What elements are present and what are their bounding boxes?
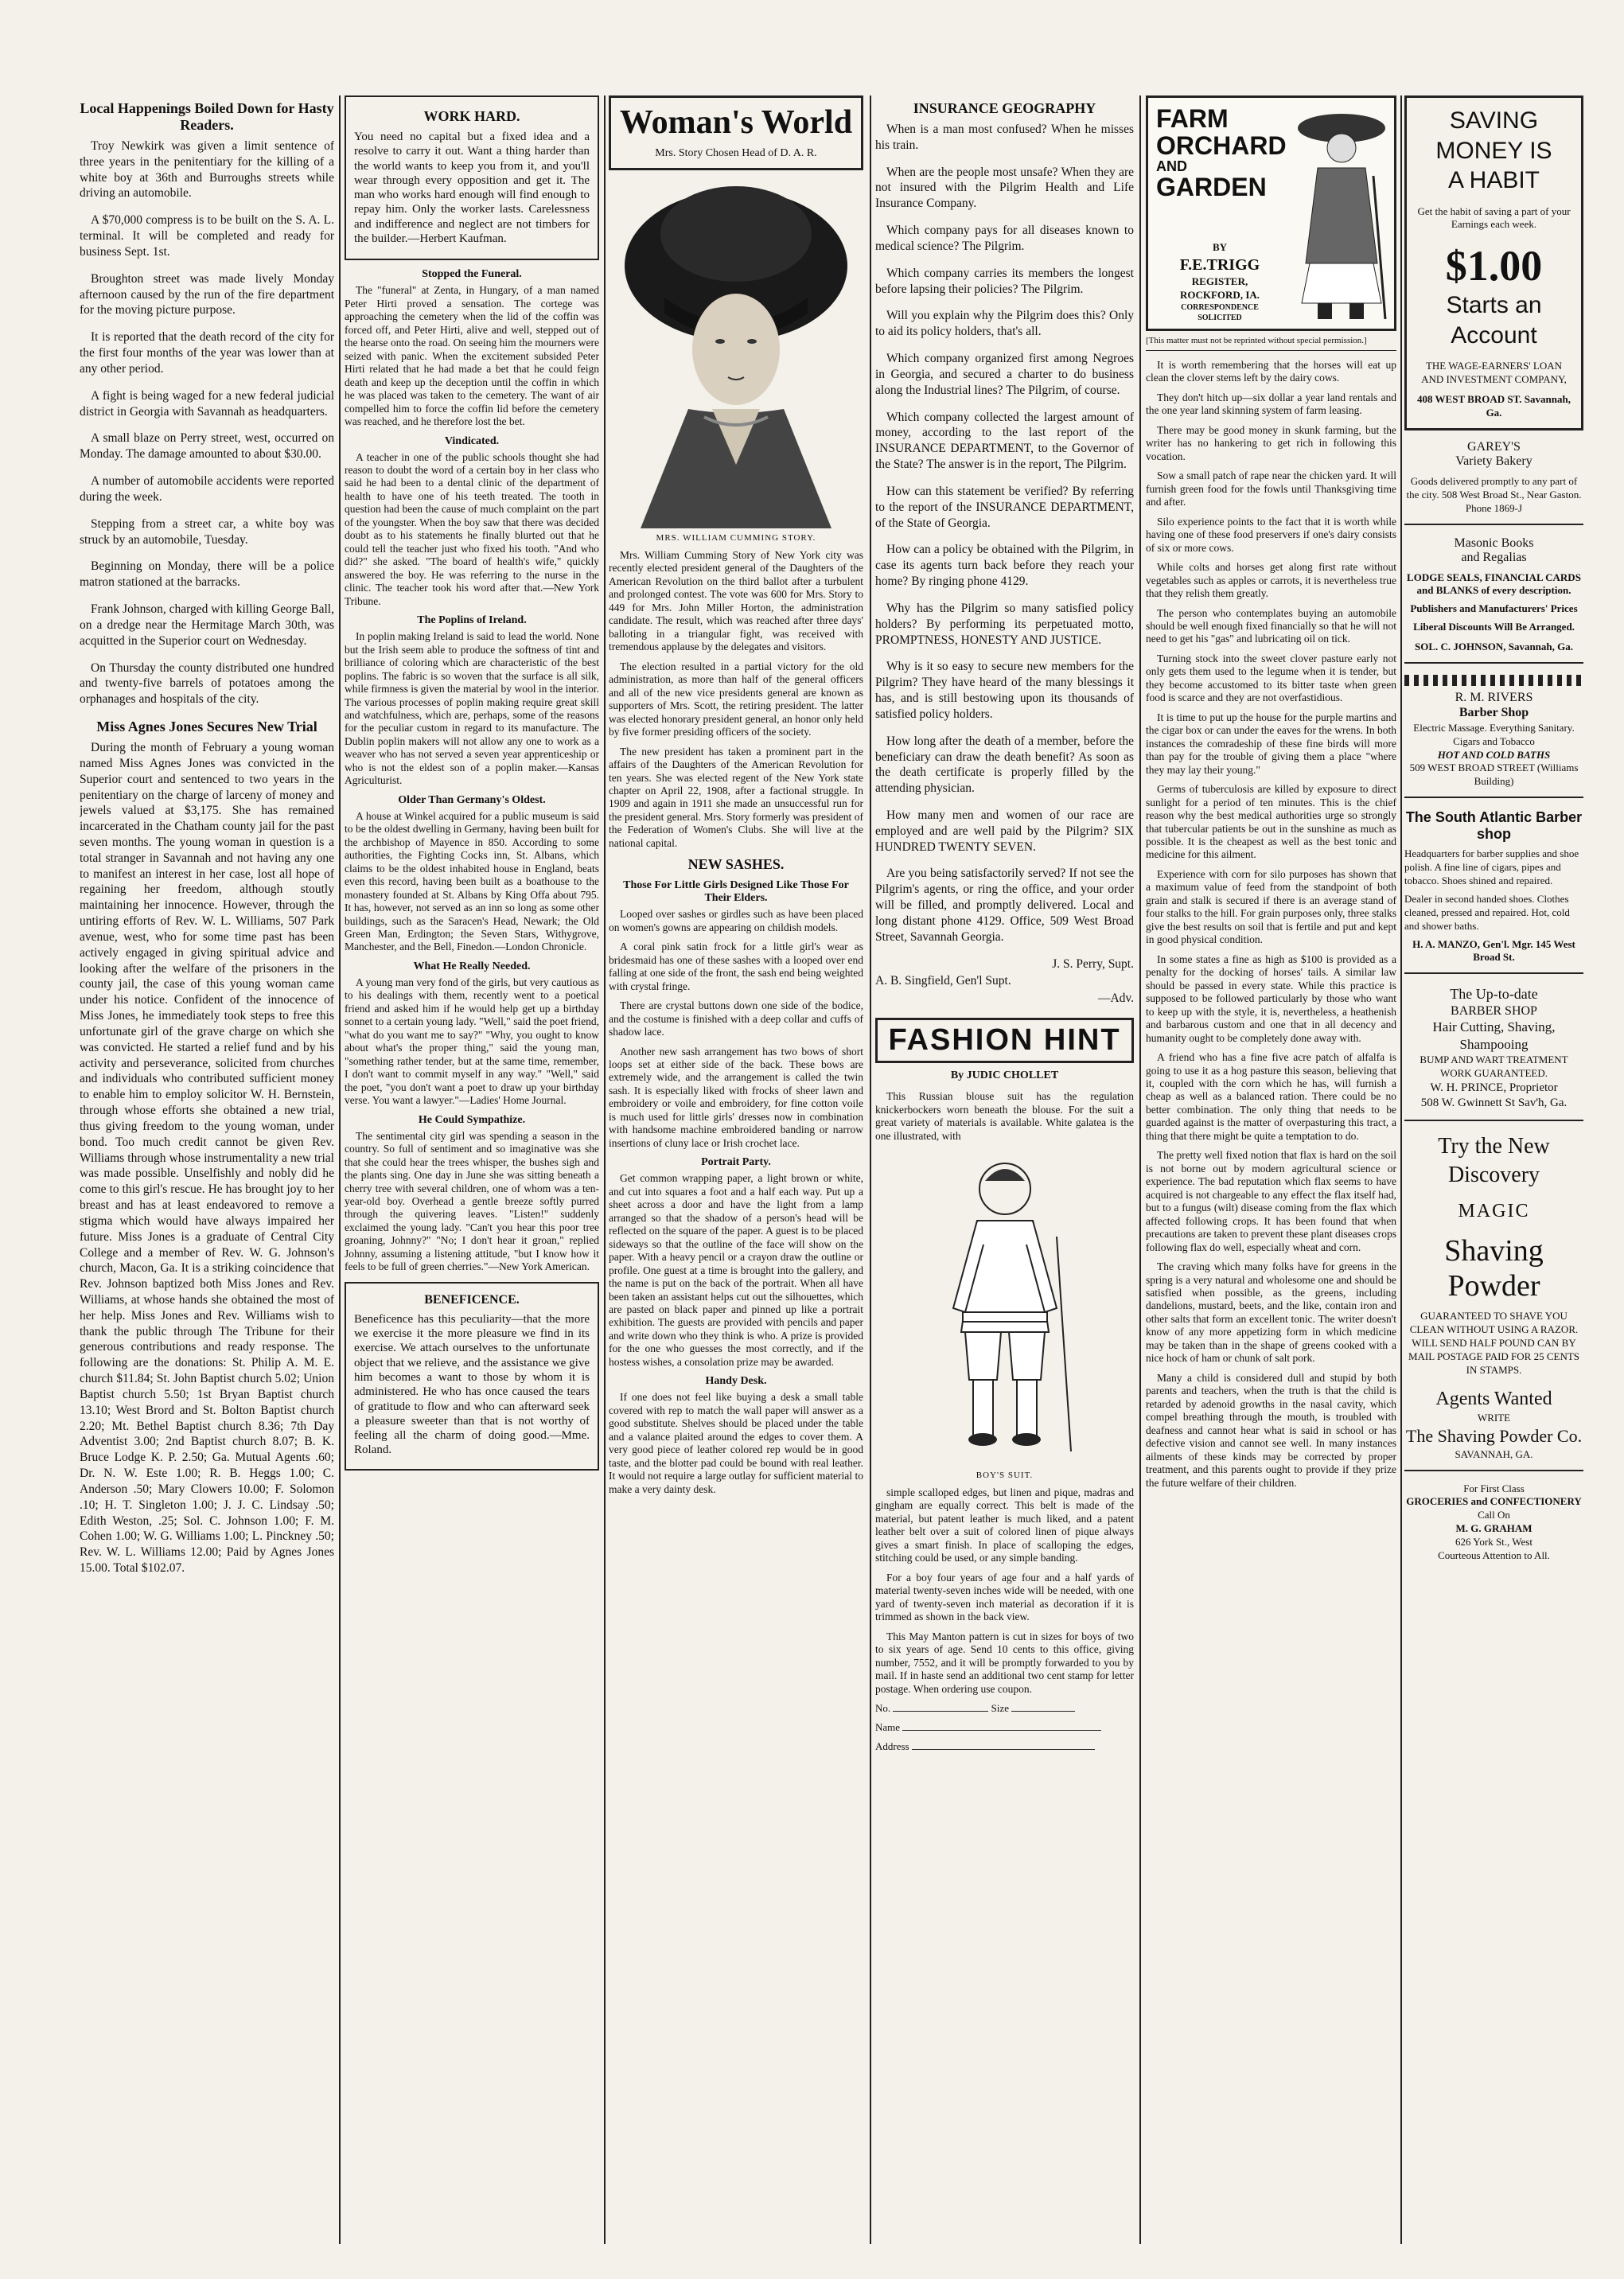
- sashes-paragraph: There are crystal buttons down one side of the bodice, and the costume is finished with a deep collar and cuffs of shadow lace.: [609, 999, 863, 1038]
- column-farm-orchard: [1146, 95, 1396, 2244]
- insurance-qa: How many men and women of our race are employed and are well paid by the Pilgrim? SIX HUNDRED TWENTY SEVEN.: [875, 808, 1134, 854]
- saving-line: Account: [1451, 321, 1537, 349]
- farm-item: Turning stock into the sweet clover pasture early not only gets them used to the legume when it is tender, but they become accustomed to its bitter taste when green food is scarce and they are not overfastidious.: [1146, 652, 1396, 704]
- saving-amount: $1.00: [1445, 242, 1543, 290]
- farm-item: It is time to put up the house for the purple martins and the cigar box or can under the eaves for the wrens. In both instances the comradeship of these fine birds will more than pay for the trouble of giving them a place "where they may lay their young.": [1146, 711, 1396, 776]
- sab-text: H. A. MANZO, Gen'l. Mgr. 145 West Broad St.: [1412, 937, 1575, 964]
- graham-grocery-ad: [1404, 1482, 1583, 1571]
- jones-article: During the month of February a young woman named Miss Agnes Jones was convicted in the Superior court and sentenced to two years in the penitentiary on the charge of larceny of money and jewels valued at $3,175. She has remained incarcerated in the Chatham county jail for the past seven months. The young woman in question is a total stranger in Savannah and not having any one to manifest an interest in her case, lost all hope of regaining her freedom, although stoutly maintaining her innocence. However, through the untiring efforts of Rev. W. L. Williams, 507 Park avenue, west, who for some time past has been actively engaged in giving spiritual advice and looking after the welfare of the prisoners in the county jail, the case of this young woman came under his notice. Confident of the innocence of Miss Jones, he immediately took steps to free this unfortunate girl of the grave charge on which she was convicted. He started a relief fund and by his activity and perseverance, solicited from churches and individuals who contributed sufficient money to enable him to employ solicitor W. H. Bernstein, through whose efforts she obtained a new trial, thus giving freedom to the young woman, under bond. Too much credit cannot be given Rev. Williams through whose instrumentality a new trial was made possible. Unselfishly and nobly did he come to this girl's rescue. He has brought joy to her breast and has at least endeavored to remove a stigma which would have always impaired her future. Miss Jones is a graduate of Central City College and a member of Rev. W. G. Johnson's church, Macon, Ga. It is a striking coincidence that Rev. Johnson baptized both Miss Jones and Rev. Williams, at whose hands she obtained the most of her help. Miss Jones and Rev. Williams wish to thank the public through The Tribune for their generous contributions and ready response. The following are the donations: St. Philip A. M. E. church $11.84; St. John Baptist church 5.02; Union Baptist church 5.50; 1st Bryan Baptist church 13.10; West Brord and St. Bolton Baptist church 2.20; Mt. Bethel Baptist church 8.36; 7th Day Adventist 3.00; 2nd Baptist church 8.07; B. K. Bruce Lodge K. P. 2.50; Ga. Mutual Agents .60; Dr. N. W. Este 1.00; R. B. Heggs 1.00; C. Anderson .50; Mary Clowers 10.00; F. Solomon .10; H. T. Singleton 1.00; J. J. C. Lindsay .50; Edith Weston, .25; Sol. C. Johnson 1.00; F. M. Cohen 1.00; W. G. Williams 1.00; L. Pinckney .50; Rev. W. L. Williams 12.00; Paid by Agnes Jones 15.00. Total $102.07.: [80, 741, 334, 1576]
- saving-address: 408 WEST BROAD ST. Savannah, Ga.: [1417, 393, 1571, 419]
- coupon-size-label: Size: [991, 1702, 1010, 1714]
- news-item: Broughton street was made lively Monday afternoon caused by the run of the fire department for the moving picture purpose.: [80, 271, 334, 318]
- work-hard-box: [345, 95, 599, 260]
- news-item: Troy Newkirk was given a limit sentence of three years in the penitentiary for the killing of a white boy at 36th and Burroughs streets while driving an automobile.: [80, 139, 334, 201]
- farm-item: Sow a small patch of rape near the chicken yard. It will furnish green food for the fowls until Thanksgiving time and after.: [1146, 469, 1396, 508]
- mason-line: Masonic Books: [1454, 536, 1534, 550]
- sh-line: MAGIC: [1458, 1201, 1530, 1222]
- handy-desk-heading: Handy Desk.: [705, 1375, 767, 1388]
- reprint-note: [This matter must not be reprinted without special permission.]: [1146, 336, 1396, 351]
- insurance-qa: Which company organized first among Negroes in Georgia, and secured a charter to do business along the Industrial lines? The Pilgrim, of course.: [875, 352, 1134, 397]
- coupon-size-blank[interactable]: [1011, 1711, 1075, 1712]
- womans-world-header: [609, 95, 863, 170]
- boys-suit-illustration: [929, 1149, 1081, 1467]
- fashion-byline: By JUDIC CHOLLET: [950, 1069, 1059, 1082]
- sh-company: The Shaving Powder Co.: [1405, 1426, 1583, 1447]
- garey-line: GAREY'S: [1467, 439, 1521, 454]
- garey-bakery-ad: [1404, 440, 1583, 525]
- gr-line: Courteous Attention to All.: [1438, 1549, 1550, 1561]
- farm-item: Germs of tuberculosis are killed by exposure to direct sunlight for a period of ten minutes. This is the chief reason why the best medical authorities urge so strongly that tubercular patients be out in the sunshine as much as possible. It is the cheapest as well as the best tonic and medicine for this ailment.: [1146, 783, 1396, 861]
- farm-title-line: FARM: [1156, 104, 1229, 133]
- saving-line: Starts an: [1446, 292, 1542, 319]
- column-rule: [1139, 95, 1141, 2244]
- story-text: A house at Winkel acquired for a public museum is said to be the oldest dwelling in Germany, having been built for the archbishop of Mayence in 850. According to some authorities, the Fighting Cocks inn, St. Albans, which claims to be the oldest inhabited house in England, beats even this record, having been built as a boathouse to the monastery founded at St. Albans by King Offa about 795. It has, however, not served as an inn so long as some other buildings, such as the Saracen's Head, Newark; the Old Green Man, Erdington; the Seven Stars, Withygrove, Manchester, and the Bell, Finedon.—London Chronicle.: [345, 809, 599, 953]
- farm-item: Many a child is considered dull and stupid by both parents and teachers, when the truth is that the child is retarded by adenoid growths in the nasal cavity, which compel breathing through the mouth, is troubled with deafness and cannot hear what is said in school or has defective vision and cannot see well. In many instances ailments of these kinds may be corrected by proper treatment, and this parents ought to provide if they prize the future welfare of their children.: [1146, 1371, 1396, 1489]
- bs-line: W. H. PRINCE, Proprietor: [1430, 1081, 1558, 1094]
- story-title: Vindicated.: [444, 434, 500, 447]
- south-atlantic-barber-ad: [1404, 809, 1583, 974]
- insurance-qa: Are you being satisfactorily served? If not see the Pilgrim's agents, or ring the office, and your order will be filled, and promptly delivered. Local and long distant phone 4129. Office, 509 West Broad Street, Savannah Georgia.: [875, 867, 1134, 944]
- news-item: Frank Johnson, charged with killing George Ball, on a dredge near the Hermitage March 30th, was acquitted in the Superior court on Wednesday.: [80, 602, 334, 648]
- sh-city: SAVANNAH, GA.: [1455, 1447, 1533, 1460]
- new-sashes-subheading: Those For Little Girls Designed Like Those For Their Elders.: [623, 879, 849, 905]
- story-paragraph: The new president has taken a prominent part in the affairs of the Daughters of the American Revolution for ten years. She was elected regent of the New York state chapter on April 22, 1908, after a factional struggle. In 1909 and again in 1911 she made an unsuccessful run for the president general. Mrs. Story formerly was president of the Federation of Women's Clubs. She will live at the national capital.: [609, 745, 863, 849]
- farm-title-line: GARDEN: [1156, 173, 1267, 202]
- story-text: In poplin making Ireland is said to lead the world. None but the Irish seem able to produce the softness of tint and brilliance of coloring which are characteristic of the best poplins. The fabric is so woven that the surface is all silk, while firmness is given the material by wool in the interior. The various processes of poplin making require great skill and watchfulness, which are, perhaps, some of the reasons for the peculiar custom in regard to its manufacture. The Dublin poplin makers will not allow any one to work as a weaver who has not served a seven year apprenticeship or who is not the eldest son of a poplin maker.—Kansas Agriculturist.: [345, 630, 599, 787]
- farm-item: Experience with corn for silo purposes has shown that a maximum value of feed from the standpoint of both grain and stalk is secured if there is an average stand of four stalks to the hill. For grain purposes only, three stalks give the best results on soil that is fertile and put and kept in good physical condition.: [1146, 867, 1396, 946]
- news-item: A fight is being waged for a new federal judicial district in Georgia with Savannah as headquarters.: [80, 388, 334, 419]
- farm-item: Silo experience points to the fact that it is worth while having one of these food preservers if one's dairy consists of six or more cows.: [1146, 515, 1396, 554]
- news-item: Stepping from a street car, a white boy was struck by an automobile, Tuesday.: [80, 516, 334, 547]
- farmer-woman-illustration: [1286, 104, 1389, 323]
- insurance-qa: Which company collected the largest amount of money, according to the last report of the INSURANCE DEPARTMENT, to the Governor of the State? The answer is in the report, The Pilgrim.: [875, 410, 1134, 472]
- fashion-hint-heading: FASHION HINT: [875, 1018, 1134, 1063]
- fashion-paragraph: This May Manton pattern is cut in sizes for boys of two to six years of age. Send 10 cents to this office, giving number, 7552, and it will be promptly forwarded to you by mail. If in haste send an additional two cent stamp for letter postage. When ordering use coupon.: [875, 1630, 1134, 1695]
- sh-line: Try the New Discovery: [1438, 1133, 1550, 1188]
- saving-money-ad: [1404, 95, 1583, 430]
- coupon-name-blank[interactable]: [902, 1730, 1101, 1731]
- fashion-paragraph: For a boy four years of age four and a half yards of material twenty-seven inches wide will be needed, with one yard of twenty-seven inch material as decoration if it is trimmed as shown in the back view.: [875, 1571, 1134, 1623]
- insurance-qa: Why is it so easy to secure new members for the Pilgrim? They have heard of the many blessings it has, and is still bestowing upon its thousands of satisfied policy holders.: [875, 660, 1134, 721]
- insurance-qa: Which company pays for all diseases known to medical science? The Pilgrim.: [875, 224, 1134, 253]
- fashion-intro: This Russian blouse suit has the regulation knickerbockers worn beneath the blouse. For the suit a great variety of materials is available. White galatea is the one illustrated, with: [875, 1090, 1134, 1142]
- insurance-qa: How can a policy be obtained with the Pilgrim, in case its agents turn back before they reach your home? By ringing phone 4129.: [875, 543, 1134, 589]
- portrait-caption: MRS. WILLIAM CUMMING STORY.: [656, 533, 816, 543]
- farm-by: BY: [1212, 241, 1228, 253]
- news-item: A $70,000 compress is to be built on the S. A. L. terminal. It will be completed and ready for business Sept. 1st.: [80, 213, 334, 259]
- work-hard-heading: WORK HARD.: [423, 108, 520, 124]
- farm-item: In some states a fine as high as $100 is provided as a penalty for the docking of horses' tails. A similar law should be passed in every state. While this practice is supposed to be followed particularly by those who want to keep up with the style, it is, nevertheless, a heathenish and barbarous custom and one that in all decency and humanity ought to be completely done away with.: [1146, 953, 1396, 1044]
- sh-line: Shaving Powder: [1444, 1234, 1544, 1303]
- handy-desk-text: If one does not feel like buying a desk a small table covered with rep to match the wall paper will answer as a good substitute. Shelves should be placed under the table and a valance plaited around the edges to cover them. A very good piece of leather colored rep would be in good taste, and the blotter pad could be bound with real leather. It would not require a large outlay for sufficient material to make a very dainty desk.: [609, 1391, 863, 1495]
- signature-gen-supt: A. B. Singfield, Gen'l Supt.: [875, 974, 1011, 988]
- farm-title: [1156, 106, 1287, 201]
- beneficence-box: [345, 1282, 599, 1471]
- news-item: A small blaze on Perry street, west, occurred on Monday. The damage amounted to about $30.00.: [80, 431, 334, 462]
- masonic-books-ad: [1404, 536, 1583, 664]
- insurance-qa: How can this statement be verified? By referring to the report of the INSURANCE DEPARTMENT, of the State of Georgia.: [875, 484, 1134, 530]
- local-happenings-heading: Local Happenings Boiled Down for Hasty Readers.: [80, 100, 334, 133]
- coupon-no-blank[interactable]: [893, 1711, 988, 1712]
- sab-text: Headquarters for barber supplies and shoe polish. A fine line of cigars, pipes and tobacco. Shoes shined and repaired.: [1404, 847, 1579, 886]
- coupon-number-row[interactable]: [875, 1702, 1134, 1715]
- insurance-qa: When are the people most unsafe? When they are not insured with the Pilgrim Health and Life Insurance Company.: [875, 165, 1134, 211]
- farm-publication: REGISTER, ROCKFORD, IA.: [1179, 275, 1260, 301]
- farm-title-line: ORCHARD: [1156, 131, 1287, 160]
- story-title: Stopped the Funeral.: [422, 268, 522, 281]
- story-text: The "funeral" at Zenta, in Hungary, of a man named Peter Hirti proved a sensation. The cortege was approaching the cemetery when the lid of the coffin was forced off, and Peter Hirti, alive and well, stepped out of the hearse onto the road. On seeing him the mourners were seized with panic. When the excitement subsided Peter Hirti related that he had made a bet that he could feign death and keep up the deception until the coffin in which he was placed was taken to the cemetery. The want of air compelled him to force the coffin lid before the cemetery was reached, and he therefore lost the bet.: [345, 284, 599, 428]
- bs-line: BUMP AND WART TREATMENT WORK GUARANTEED.: [1420, 1053, 1568, 1079]
- rivers-text: HOT AND COLD BATHS: [1437, 748, 1551, 761]
- womans-world-subtitle: Mrs. Story Chosen Head of D. A. R.: [655, 147, 817, 159]
- coupon-address-label: Address: [875, 1740, 909, 1752]
- beneficence-text: Beneficence has this peculiarity—that the more we exercise it the more pleasure we find in its exercise. We attach ourselves to the unfortunate object that we relieve, and the assistance we give him becomes a want to those by whom it is administered. He who has once caused the tears of gratitude to flow and who can afterward seek a pleasure sweeter than that is not worthy of feeling all the charm of doing good.—Mme. Roland.: [354, 1312, 590, 1457]
- womans-world-title: Woman's World: [619, 104, 853, 141]
- bs-line: The Up-to-date: [1450, 986, 1538, 1003]
- bs-line: BARBER SHOP: [1451, 1003, 1537, 1018]
- portrait-illustration: [617, 178, 855, 528]
- sh-write: WRITE: [1477, 1412, 1511, 1424]
- news-item: On Thursday the county distributed one hundred and twenty-five barrels of potatoes among the orphanages and hospitals of the city.: [80, 660, 334, 707]
- farm-item: While colts and horses get along first rate without vegetables such as apples or carrots, it is nevertheless true that they relish them greatly.: [1146, 561, 1396, 600]
- saving-company: THE WAGE-EARNERS' LOAN AND INVESTMENT COMPANY,: [1421, 360, 1567, 386]
- story-text: The sentimental city girl was spending a season in the country. So full of sentiment and so imaginative was she that she could hear the trees whisper, the bushes sigh and the plants sing. One day in June she was sitting beneath a cherry tree with several children, one of whom was a ten-year-old boy. Overhead a gentle breeze softly purred through the quivering leaves. "Listen!" suddenly exclaimed the young lady. "Can't you hear this poor tree groaning, Johnny?" "No; I don't hear it groan," replied Johnny, assuming a listening attitude, "but I know how it feels to be full of green cherries."—New York American.: [345, 1129, 599, 1273]
- insurance-heading: INSURANCE GEOGRAPHY: [913, 100, 1096, 116]
- sashes-paragraph: A coral pink satin frock for a little girl's wear as bridesmaid has one of these sashes with a looped over end falling at one side of the front, the sash end being weighted with crystal fringe.: [609, 941, 863, 992]
- rivers-text: Barber Shop: [1458, 705, 1529, 719]
- suit-caption: BOY'S SUIT.: [976, 1470, 1034, 1480]
- farm-author: F.E.TRIGG: [1179, 255, 1260, 274]
- farm-orchard-garden-header: [1146, 95, 1396, 331]
- sashes-paragraph: Looped over sashes or girdles such as have been placed on women's gowns are appearing on childish models.: [609, 908, 863, 933]
- coupon-name-row[interactable]: [875, 1721, 1134, 1734]
- news-item: Beginning on Monday, there will be a police matron stationed at the barracks.: [80, 559, 334, 590]
- farm-item: They don't hitch up—six dollar a year land rentals and the one year land skinning system of farm leasing.: [1146, 391, 1396, 417]
- sashes-paragraph: Another new sash arrangement has two bows of short loops set at either side of the back. These bows are extremely wide, and the arrangement is called the twin sash. It is especially liked with frocks of sheer lawn and embroidery or voile and embroidery, for fine cotton voile is much used for little girls' dresses now in combination with handsome machine embroidered banding or narrow insertions of cluny lace or Irish crochet lace.: [609, 1045, 863, 1149]
- column-rule: [604, 95, 606, 2244]
- insurance-qa: Why has the Pilgrim so many satisfied policy holders? By performing its perpetuated motto, PROMPTNESS, HONESTY AND JUSTICE.: [875, 601, 1134, 647]
- mason-text: SOL. C. JOHNSON, Savannah, Ga.: [1414, 641, 1574, 653]
- story-title: He Could Sympathize.: [418, 1113, 526, 1126]
- story-title: The Poplins of Ireland.: [417, 614, 527, 627]
- farm-item: The person who contemplates buying an automobile should be well enough fixed financially so that he will not need to get his "gas" and lubricating oil on tick.: [1146, 606, 1396, 645]
- jones-heading: Miss Agnes Jones Secures New Trial: [96, 719, 317, 735]
- insurance-qa: How long after the death of a member, before the beneficiary can draw the death benefit? As soon as the death certificate is properly filled by the attending physician.: [875, 734, 1134, 796]
- saving-line: MONEY IS: [1435, 137, 1552, 164]
- insurance-qa: When is a man most confused? When he misses his train.: [875, 123, 1134, 152]
- story-text: A teacher in one of the public schools thought she had reason to doubt the word of a certain boy in her class who said he had been to a dental clinic of the department of health to have one of his teeth treated. The tooth in question had been the cause of much complaint on the part of the youngster. When the boy saw that there was decided doubt as to his statements he finally blurted out that he could tell the teacher just who fixed his tooth. "And who did?" she asked. "The board of health's wife," quickly answered the boy. He was referring to the nurse in the clinic. The teacher took his word after that.—New York Tribune.: [345, 450, 599, 607]
- story-paragraph: The election resulted in a partial victory for the old administration, as more than half of the general officers and all of the new vice presidents general are known as supporters of Mrs. Scott, the retiring president. The latter was elected honorary president general, an honor only held by five former presiding officers of the society.: [609, 660, 863, 738]
- saving-line: SAVING: [1449, 107, 1539, 134]
- story-text: A young man very fond of the girls, but very cautious as to his dealings with them, recently went to a poetical friend and asked him if he would help get up a birthday sonnet to a certain young lady. "Well," said the poet friend, "what do you want me to say?" "Why, you ought to know about what's the proper thing," said the young man, "something rather tender, but at the same time, remember, I don't want to commit myself in any way." "Well," said the poet, "you don't want a poet to draw up your birthday verse. You want a lawyer."—Ladies' Home Journal.: [345, 976, 599, 1107]
- farm-item: There may be good money in skunk farming, but the writer has no hankering to get rich in following this vocation.: [1146, 423, 1396, 462]
- sh-agents: Agents Wanted: [1435, 1388, 1552, 1409]
- farm-credits: [1164, 241, 1275, 323]
- saving-text: Get the habit of saving a part of your Earnings each week.: [1417, 205, 1571, 231]
- farm-title-line: AND: [1156, 158, 1187, 175]
- sab-text: Dealer in second handed shoes. Clothes cleaned, pressed and repaired. Hot, cold and shower baths.: [1404, 892, 1570, 932]
- gr-line: GROCERIES and CONFECTIONERY: [1406, 1495, 1582, 1508]
- mason-text: Publishers and Manufacturers' Prices: [1410, 602, 1578, 615]
- farm-item: The pretty well fixed notion that flax is hard on the soil is not borne out by modern agricultural science or experience. The bad reputation which flax seems to have acquired is not chargeable to any effect the flax itself had, but to a fungus (wilt) disease coming from the flax which affected following crops. It has been found that when precautions are taken to prevent these plant diseases crops following flax do well, especially wheat and corn.: [1146, 1149, 1396, 1253]
- column-rule: [339, 95, 341, 2244]
- mason-text: LODGE SEALS, FINANCIAL CARDS and BLANKS of every description.: [1407, 571, 1581, 597]
- portrait-party-heading: Portrait Party.: [701, 1156, 771, 1169]
- garey-text: Goods delivered promptly to any part of the city. 508 West Broad St., Near Gaston. Phone 1869-J: [1406, 474, 1582, 514]
- column-advertisements: [1404, 95, 1583, 2244]
- new-sashes-heading: NEW SASHES.: [687, 856, 785, 873]
- sab-heading: The South Atlantic Barber shop: [1405, 809, 1583, 843]
- coupon-no-label: No.: [875, 1702, 891, 1714]
- gr-line: For First Class: [1463, 1482, 1525, 1494]
- portrait-party-text: Get common wrapping paper, a light brown or white, and cut into squares a foot and a half each way. Put up a sheet across a door and have the light from a lamp arranged so that the shadow of a person's head will be reflected on the square of the paper. A guest is to be placed sideways so that the outline of the face will show on the paper. With a heavy pencil or a crayon draw the outline or profile. One guest at a time is brought into the gallery, and the name is put on the back of the portrait. When all have been taken an assistant helps cut out the silhouettes, which are pasted on black paper and pinned up like a portrait exhibition. The guests are provided with pencils and paper and write down who they think is who. A prize is provided for the one who guesses the most correctly, and if the hostess wishes, a consolation prize may be awarded.: [609, 1172, 863, 1368]
- column-local-happenings: [80, 95, 334, 2244]
- insurance-qa: Which company carries its members the longest before lapsing their policies? The Pilgrim.: [875, 266, 1134, 296]
- rivers-name: R. M. RIVERS: [1455, 690, 1533, 704]
- insurance-qa: Will you explain why the Pilgrim does this? Only to aid its policy holders, that's all.: [875, 309, 1134, 339]
- rivers-text: 509 WEST BROAD STREET (Williams Building): [1409, 762, 1579, 788]
- mason-text: Liberal Discounts Will Be Arranged.: [1413, 621, 1575, 633]
- signature-supt: J. S. Perry, Supt.: [1052, 956, 1134, 971]
- story-title: Older Than Germany's Oldest.: [398, 793, 546, 806]
- news-item: A number of automobile accidents were reported during the week.: [80, 474, 334, 504]
- work-hard-text: You need no capital but a fixed idea and a resolve to carry it out. Want a thing harder than the world wants to keep you from it, and you'll wear through every opposition and get it. The man who works hard enough will find enough to repay him. Only the worker lasts. Carelessness and indifference and neglect are not timbers for the builder.—Herbert Kaufman.: [354, 131, 590, 246]
- story-title: What He Really Needed.: [413, 960, 531, 972]
- farm-item: A friend who has a fine five acre patch of alfalfa is going to use it as a hog pasture this season, believing that it, coupled with the corn which he has, will furnish a cheap as well as a balanced ration. There could be no better combination. The only thing that needs to be guarded against is the matter of overpasturing this tract, a thing that there might be quite a temptation to do.: [1146, 1051, 1396, 1142]
- column-rule: [1400, 95, 1402, 2244]
- gr-line: 626 York St., West: [1455, 1536, 1532, 1549]
- column-insurance-fashion: [875, 95, 1134, 2244]
- mason-line: and Regalias: [1461, 550, 1527, 564]
- beneficence-heading: BENEFICENCE.: [424, 1292, 520, 1307]
- column-womans-world: [609, 95, 863, 2244]
- saving-line: A HABIT: [1447, 167, 1540, 193]
- garey-line: Variety Bakery: [1455, 454, 1532, 468]
- column-rule: [870, 95, 871, 2244]
- coupon-address-blank[interactable]: [912, 1749, 1095, 1750]
- coupon-address-row[interactable]: [875, 1740, 1134, 1753]
- rivers-text: Electric Massage. Everything Sanitary. Cigars and Tobacco: [1413, 721, 1575, 747]
- sh-text: GUARANTEED TO SHAVE YOU CLEAN WITHOUT USING A RAZOR. WILL SEND HALF POUND CAN BY MAIL POSTAGE PAID FOR 25 CENTS IN STAMPS.: [1408, 1310, 1580, 1377]
- farm-item: The craving which many folks have for greens in the spring is a very natural and wholesome one and should be satisfied when possible, as the greens, including dandelions, mustard, beets, and the like, contain iron and other salts that form an excellent tonic. The writer doesn't know of any more appetizing form in which medicine may be taken than in the shape of greens cooked with a nice hock of ham or chunk of salt pork.: [1146, 1260, 1396, 1365]
- column-miscellany: [345, 95, 599, 2244]
- fashion-paragraph: simple scalloped edges, but linen and pique, madras and gingham are equally correct. This belt is made of the material, but patent leather is much liked, and a patent leather belt over a suit of colored linen of pique always gives a smart finish. In place of scalloping the edges, stitching could be used, or any simple banding.: [875, 1486, 1134, 1564]
- news-item: It is reported that the death record of the city for the first four months of the year was lower than at any other period.: [80, 330, 334, 376]
- bs-line: Hair Cutting, Shaving, Shampooing: [1432, 1019, 1556, 1052]
- story-paragraph: Mrs. William Cumming Story of New York city was recently elected president general of the Daughters of the American Revolution on the third ballot after a turbulent and prolonged contest. The vote was 600 for Mrs. Story to 449 for Mrs. John Miller Horton, the administration candidate. The result, which was reached after three days' balloting in a triangular fight, was received with tremendous applause by the delegates and visitors.: [609, 549, 863, 653]
- up-to-date-barber-ad: [1404, 985, 1583, 1120]
- bs-line: 508 W. Gwinnett St Sav'h, Ga.: [1420, 1097, 1568, 1110]
- gr-line: Call On: [1478, 1509, 1510, 1521]
- decorative-border: [1404, 675, 1583, 686]
- newspaper-page: [80, 95, 1583, 2244]
- shaving-powder-ad: [1404, 1132, 1583, 1471]
- adv-label: —Adv.: [1097, 991, 1134, 1006]
- rivers-barber-ad: [1404, 675, 1583, 798]
- farm-item: It is worth remembering that the horses will eat up clean the clover stems left by the dairy cows.: [1146, 359, 1396, 384]
- gr-line: M. G. GRAHAM: [1455, 1522, 1532, 1535]
- coupon-name-label: Name: [875, 1721, 901, 1733]
- farm-correspondence: CORRESPONDENCE SOLICITED: [1181, 302, 1259, 322]
